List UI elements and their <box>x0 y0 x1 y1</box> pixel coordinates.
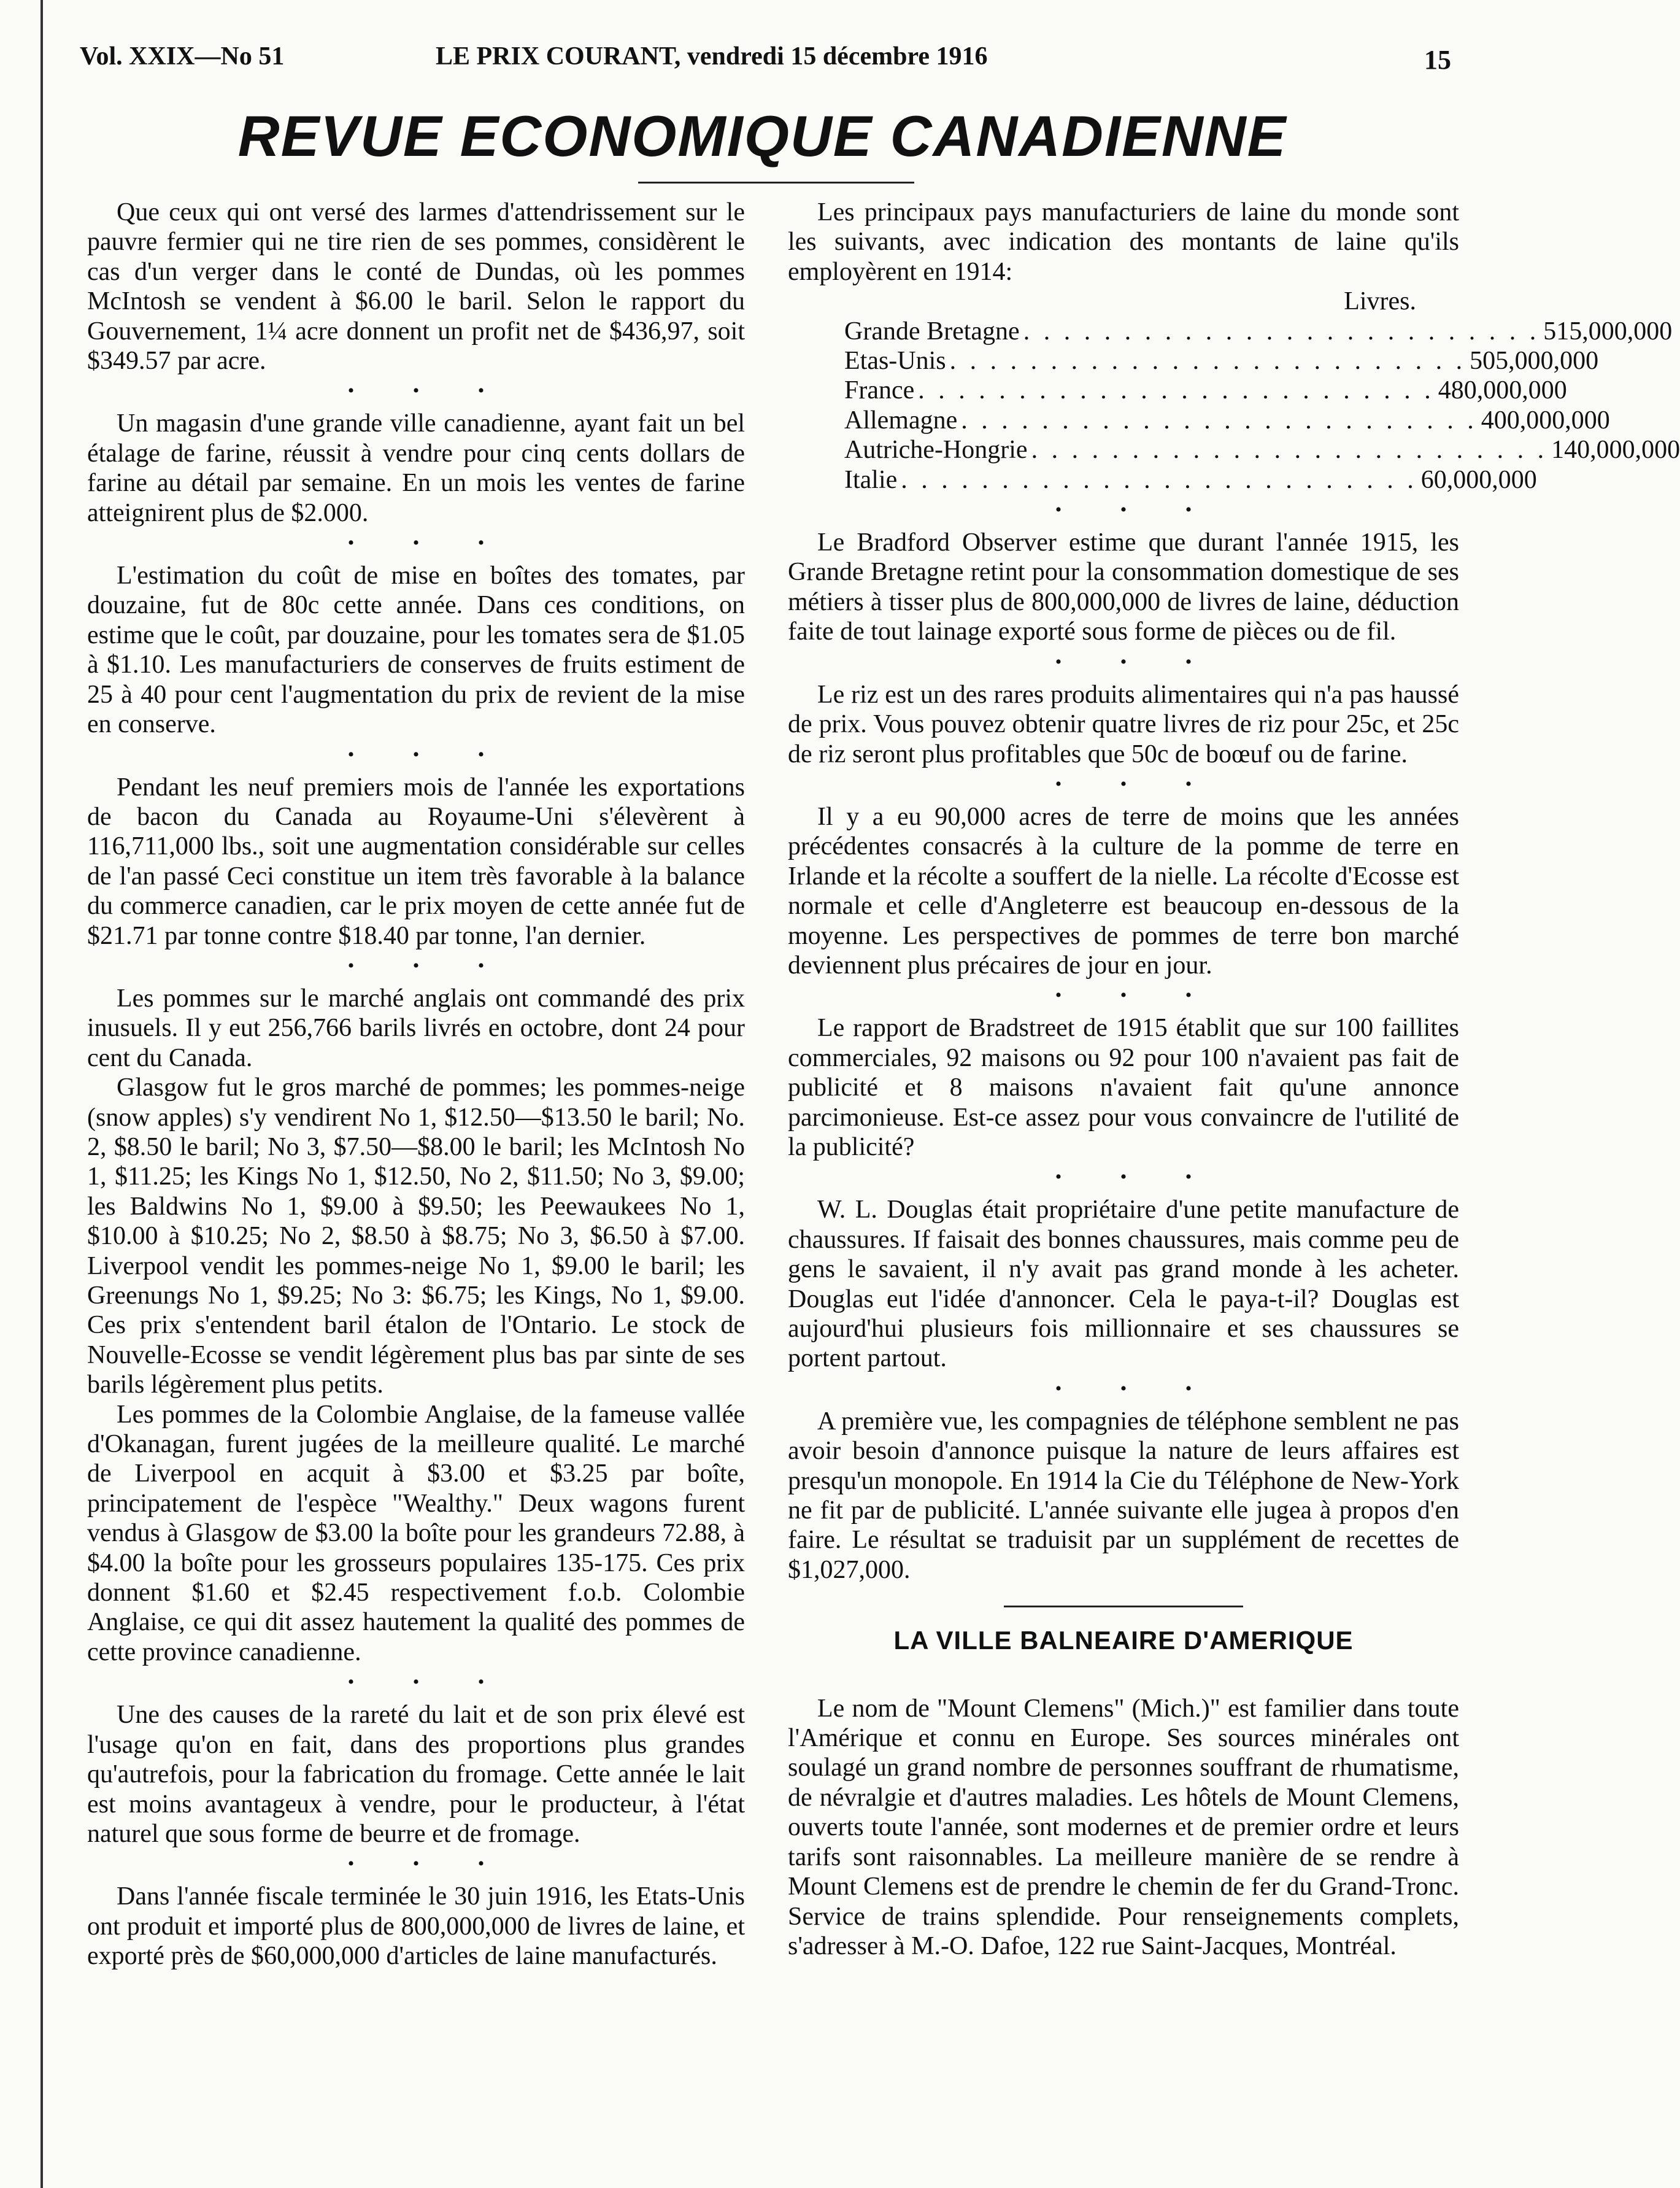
wool-country: France <box>844 376 915 405</box>
page-number: 15 <box>1424 45 1451 75</box>
wool-country: Allemagne <box>844 406 958 435</box>
title-rule <box>638 182 914 184</box>
leader-dots: . . . . . . . . . . . . . . . . . . . . . . . . . . <box>901 465 1417 494</box>
paragraph: Une des causes de la rareté du lait et de son prix élevé est l'usage qu'on en fait, dans des proportions plus grandes qu'autrefois, pour la fabrication du fromage. Cette année le lait est moins avantageux à vendre, pour le producteur, à l'état naturel que sous forme de beurre et de fromage. <box>87 1701 745 1848</box>
paragraph: Le Bradford Observer estime que durant l'année 1915, les Grande Bretagne retint pour la consommation domestique de ses métiers à tisser plus de 800,000,000 de livres de laine, déduction faite de tout lainage exporté sous forme de pièces ou de fil. <box>788 528 1459 646</box>
leader-dots: . . . . . . . . . . . . . . . . . . . . . . . . . . <box>918 376 1435 405</box>
wool-country: Etas-Unis <box>844 347 946 376</box>
wool-table <box>788 287 1680 495</box>
paragraph: Le nom de "Mount Clemens" (Mich.)" est familier dans toute l'Amérique et connu en Europe. Ses sources minérales ont soulagé un grand nombre de personnes souffrant de rhumatisme, de névralgie et d'autres maladies. Les hôtels de Mount Clemens, ouverts toute l'année, sont modernes et de premier ordre et leurs tarifs sont raisonnables. La meilleure manière de se rendre à Mount Clemens est de prendre le chemin de fer du Grand-Tronc. Service de trains splendide. Pour renseignements complets, s'adresser à M.-O. Dafoe, 122 rue Saint-Jacques, Montréal. <box>788 1694 1459 1960</box>
wool-amount: 140,000,000 <box>1551 436 1680 465</box>
leader-dots: . . . . . . . . . . . . . . . . . . . . . . . . . . <box>949 347 1466 376</box>
paragraph: Pendant les neuf premiers mois de l'année les exportations de bacon du Canada au Royaume-Uni s'élevèrent à 116,711,000 lbs., soit une augmentation considérable sur celles de l'an passé Ceci constitue un item très favorable à la balance du commerce canadien, car le prix moyen de cette année fut de $21.71 par tonne contre $18.40 par tonne, l'an dernier. <box>87 773 745 950</box>
section-rule <box>1004 1606 1243 1607</box>
wool-amount: 60,000,000 <box>1420 465 1537 494</box>
wool-country: Italie <box>844 465 898 494</box>
wool-country: Autriche-Hongrie <box>844 436 1028 465</box>
paragraph: A première vue, les compagnies de téléphone semblent ne pas avoir besoin d'annonce puisque la nature de leurs affaires est presqu'un monopole. En 1914 la Cie du Téléphone de New-York ne fit par de publicité. L'année suivante elle jugea à propos d'en faire. Le résultat se traduisit par un supplément de recettes de $1,027,000. <box>788 1407 1459 1584</box>
section-separator: • • • <box>347 1854 512 1874</box>
paragraph: Les pommes sur le marché anglais ont commandé des prix inusuels. Il y eut 256,766 barils livrés en octobre, dont 24 pour cent du Canada. <box>87 984 745 1072</box>
paragraph: Un magasin d'une grande ville canadienne, ayant fait un bel étalage de farine, réussit à vendre pour cinq cents dollars de farine au détail par semaine. En un mois les ventes de farine atteignirent plus de $2.000. <box>87 409 745 527</box>
section-separator: • • • <box>347 955 512 976</box>
section-separator: • • • <box>347 381 512 401</box>
section-separator: • • • <box>1055 1167 1219 1188</box>
section-heading: LA VILLE BALNEAIRE D'AMERIQUE <box>893 1626 1354 1655</box>
masthead: LE PRIX COURANT, vendredi 15 décembre 1916 <box>436 42 988 71</box>
leader-dots: . . . . . . . . . . . . . . . . . . . . . . . . . . <box>1023 317 1540 346</box>
paragraph: Les principaux pays manufacturiers de laine du monde sont les suivants, avec indication des montants de laine qu'ils employèrent en 1914: <box>788 198 1459 286</box>
section-separator: • • • <box>347 1672 512 1693</box>
paragraph: Que ceux qui ont versé des larmes d'attendrissement sur le pauvre fermier qui ne tire rien de ses pommes, considèrent le cas d'un verger dans le conté de Dundas, où les pommes McIntosh se vendent à $6.00 le baril. Selon le rapport du Gouvernement, 1¼ acre donnent un profit net de $436,97, soit $349.57 par acre. <box>87 198 745 376</box>
wool-row <box>788 376 1567 405</box>
wool-row <box>788 435 1680 465</box>
running-head <box>80 42 1451 85</box>
section-separator: • • • <box>347 533 512 554</box>
page-title: REVUE ECONOMIQUE CANADIENNE <box>237 104 1287 168</box>
section-separator: • • • <box>1055 773 1219 794</box>
leader-dots: . . . . . . . . . . . . . . . . . . . . . . . . . . <box>961 406 1478 435</box>
leader-dots: . . . . . . . . . . . . . . . . . . . . . . . . . . <box>1031 436 1548 465</box>
wool-unit-label: Livres. <box>1344 287 1416 316</box>
wool-amount: 480,000,000 <box>1438 376 1567 405</box>
section-separator: • • • <box>347 744 512 765</box>
page-edge-line <box>40 0 43 2188</box>
section-separator: • • • <box>1055 1378 1219 1399</box>
wool-row <box>788 346 1599 376</box>
wool-row <box>788 406 1610 435</box>
section-separator: • • • <box>1055 500 1219 520</box>
paragraph: Il y a eu 90,000 acres de terre de moins que les années précédentes consacrés à la culture de la pomme de terre en Irlande et la récolte a souffert de la nielle. La récolte d'Ecosse est normale et celle d'Angleterre est beaucoup en-dessous de la moyenne. Les perspectives de pommes de terre bon marché deviennent plus précaires de jour en jour. <box>788 802 1459 980</box>
wool-row <box>788 317 1673 346</box>
paragraph: Glasgow fut le gros marché de pommes; les pommes-neige (snow apples) s'y vendirent No 1, $12.50—$13.50 le baril; No. 2, $8.50 le baril; No 3, $7.50—$8.00 le baril; les McIntosh No 1, $11.25; les Kings No 1, $12.50, No 2, $11.50; No 3, $9.00; les Baldwins No 1, $9.00 à $9.50; les Peewaukees No 1, $10.00 à $10.25; No 2, $8.50 à $8.75; No 3, $6.50 à $7.00. Liverpool vendit les pommes-neige No 1, $9.00 le baril; les Greenungs No 1, $9.25; No 3: $6.75; les Kings, No 1, $9.00. Ces prix s'entendent baril étalon de l'Ontario. Le stock de Nouvelle-Ecosse se vendit légèrement plus bas par sinte de ses barils légèrement plus petits. <box>87 1073 745 1399</box>
section-separator: • • • <box>1055 651 1219 672</box>
wool-amount: 515,000,000 <box>1543 317 1673 346</box>
wool-row <box>788 465 1537 495</box>
wool-amount: 400,000,000 <box>1481 406 1610 435</box>
paragraph: Les pommes de la Colombie Anglaise, de la fameuse vallée d'Okanagan, furent jugées de la meilleure qualité. Le marché de Liverpool en acquit à $3.00 et $3.25 par boîte, principatement de l'espèce "Wealthy." Deux wagons furent vendus à Glasgow de $3.00 la boîte pour les grandeurs 72.88, à $4.00 la boîte pour les grosseurs populaires 135-175. Ces prix donnent $1.60 et $2.45 respectivement f.o.b. Colombie Anglaise, ce qui dit assez hautement la qualité des pommes de cette province canadienne. <box>87 1400 745 1666</box>
paragraph: L'estimation du coût de mise en boîtes des tomates, par douzaine, fut de 80c cette année. Dans ces conditions, on estime que le coût, par douzaine, pour les tomates sera de $1.05 à $1.10. Les manufacturiers de conserves de fruits estiment de 25 à 40 pour cent l'augmentation du prix de revient de la mise en conserve. <box>87 562 745 739</box>
volume-number: Vol. XXIX—No 51 <box>80 42 285 71</box>
paragraph: Le rapport de Bradstreet de 1915 établit que sur 100 faillites commerciales, 92 maisons ou 92 pour 100 n'avaient pas fait de publicité et 8 maisons n'avaient fait qu'une annonce parcimonieuse. Est-ce assez pour vous convaincre de l'utilité de la publicité? <box>788 1014 1459 1161</box>
paragraph: W. L. Douglas était propriétaire d'une petite manufacture de chaussures. If faisait des bonnes chaussures, mais comme peu de gens le savaient, il n'y avait pas grand monde à les acheter. Douglas eut l'idée d'annoncer. Cela le paya-t-il? Douglas est aujourd'hui plusieurs fois millionnaire et ses chaussures se portent partout. <box>788 1196 1459 1373</box>
right-column <box>788 198 1680 1961</box>
wool-country: Grande Bretagne <box>844 317 1020 346</box>
paragraph: Le riz est un des rares produits alimentaires qui n'a pas haussé de prix. Vous pouvez obtenir quatre livres de riz pour 25c, et 25c de riz seront plus profitables que 50c de boœuf ou de farine. <box>788 680 1459 768</box>
left-column <box>87 198 745 1971</box>
wool-amount: 505,000,000 <box>1470 347 1599 376</box>
paragraph: Dans l'année fiscale terminée le 30 juin 1916, les Etats-Unis ont produit et importé plus de 800,000,000 de livres de laine, et exporté près de $60,000,000 d'articles de laine manufacturés. <box>87 1882 745 1971</box>
section-separator: • • • <box>1055 985 1219 1006</box>
